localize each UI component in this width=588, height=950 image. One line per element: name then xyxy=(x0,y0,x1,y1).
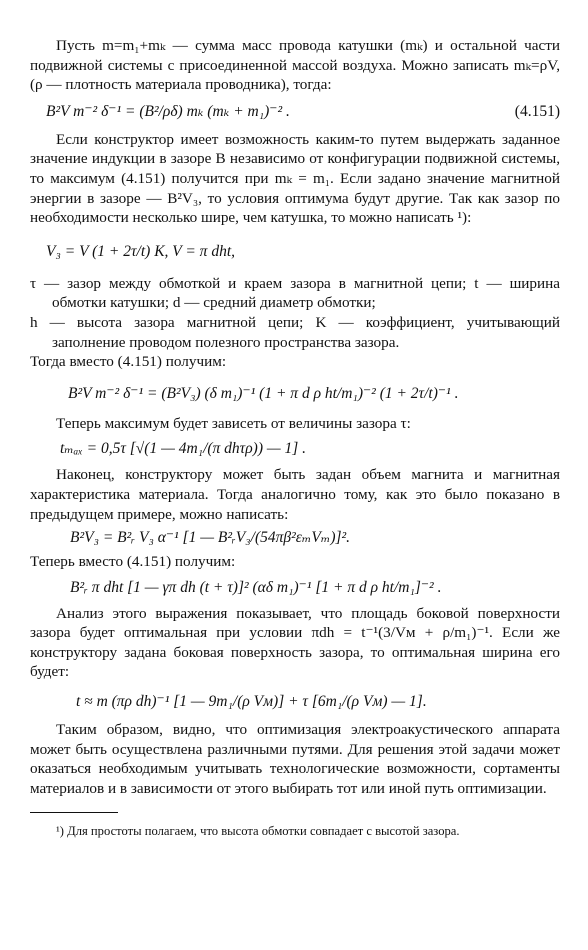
footnote: ¹) Для простоты полагаем, что высота обмотки совпадает с высотой зазора. xyxy=(56,824,460,839)
equation-4-151-formula: B²V m⁻² δ⁻¹ = (B²/ρδ) mₖ (mₖ + m₁)⁻² . xyxy=(46,102,290,120)
equation-optimum-expression: B²ᵣ π dht [1 — γπ dh (t + τ)]² (αδ m₁)⁻¹ [1 + π d ρ ht/m₁]⁻² . xyxy=(70,578,442,596)
equation-optimal-width: t ≈ m (πρ dh)⁻¹ [1 — 9m₁/(ρ Vм)] + τ [6m₁/(ρ Vм) — 1]. xyxy=(76,693,427,711)
definition-item: h — высота зазора магнитной цепи; K — коэффициент, учитывающий заполнение проводом полезного пространства зазора. xyxy=(30,313,560,351)
variable-definitions xyxy=(30,274,560,352)
equation-t-max: tₘₐₓ = 0,5τ [√(1 — 4m₁/(π dhτρ)) — 1] . xyxy=(60,440,307,458)
paragraph-conclusion: Таким образом, видно, что оптимизация электроакустического аппарата может быть осуществлена различными путями. Для решения этой задачи может оказаться необходимым учитывать технологические возможности, сортаменты материалов и в зависимости от этого выбирать тот или иной путь оптимизации. xyxy=(30,721,560,797)
equation-energy-form: B²V m⁻² δ⁻¹ = (B²V₃) (δ m₁)⁻¹ (1 + π d ρ ht/m₁)⁻² (1 + 2τ/t)⁻¹ . xyxy=(68,384,459,402)
equation-4-151 xyxy=(30,102,560,122)
paragraph-now-instead: Теперь вместо (4.151) получим: xyxy=(30,553,236,571)
paragraph-max-dependency: Теперь максимум будет зависеть от величины зазора τ: xyxy=(56,414,411,432)
paragraph-mass-definition: Пусть m=m₁+mₖ — сумма масс провода катушки (mₖ) и остальной части подвижной системы с присоединенной массой воздуха. Можно записать mₖ=ρV, (ρ — плотность материала проводника), тогда: xyxy=(30,37,560,94)
equation-magnet-energy: B²V₃ = B²ᵣ V₃ α⁻¹ [1 — B²ᵣV₃/(54πβ²εₘVₘ)]². xyxy=(70,529,351,547)
paragraph-induction-condition: Если конструктор имеет возможность каким-то путем выдержать заданное значение индукции в зазоре B независимо от конфигурации подвижной системы, то максимум (4.151) получится при mₖ = m₁. Если задано значение магнитной энергии в зазоре — B²V₃, то условия оптимума будут другие. Так как зазор по необходимости несколько шире, чем катушка, то можно написать ¹): xyxy=(30,130,560,227)
footnote-divider xyxy=(30,812,118,813)
definition-item: τ — зазор между обмоткой и краем зазора в магнитной цепи; t — ширина обмотки катушки; d — средний диаметр обмотки; xyxy=(30,274,560,312)
paragraph-magnet-volume: Наконец, конструктору может быть задан объем магнита и магнитная характеристика материала. Тогда аналогично тому, как это было показано в предыдущем примере, можно написать: xyxy=(30,466,560,523)
paragraph-analysis: Анализ этого выражения показывает, что площадь боковой поверхности зазора будет оптимальная при условии πdh = t⁻¹(3/Vм + ρ/m₁)⁻¹. Если же конструктору задана боковая поверхность зазора, то оптимальная ширина его будет: xyxy=(30,604,560,681)
equation-number: (4.151) xyxy=(514,102,560,120)
paragraph-then-instead: Тогда вместо (4.151) получим: xyxy=(30,353,227,371)
equation-gap-volume: V₃ = V (1 + 2τ/t) K, V = π dht, xyxy=(46,242,236,260)
